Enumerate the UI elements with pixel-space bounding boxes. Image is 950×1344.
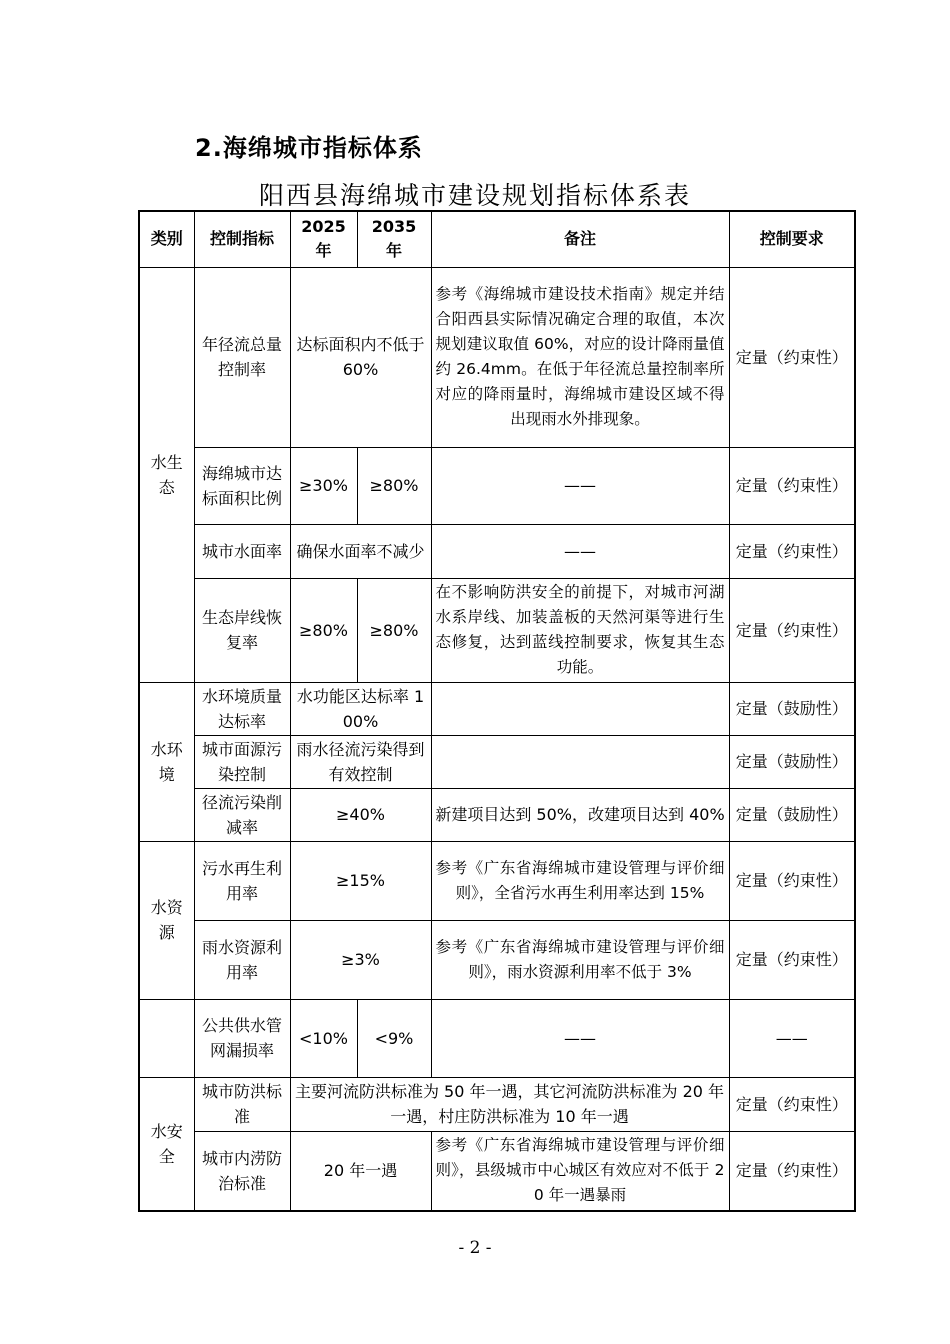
requirement-cell: 定量（约束性） (729, 920, 855, 999)
target-cell: ≥40% (290, 788, 431, 841)
requirement-cell: 定量（约束性） (729, 1131, 855, 1211)
target-cell: 20 年一遇 (290, 1131, 431, 1211)
header-indicator: 控制指标 (194, 211, 290, 267)
table-row (139, 1077, 855, 1131)
indicator-cell: 公共供水管网漏损率 (194, 999, 290, 1077)
header-row (139, 211, 855, 267)
note-cell: 在不影响防洪安全的前提下，对城市河湖水系岸线、加装盖板的天然河渠等进行生态修复，达到蓝线控制要求，恢复其生态功能。 (431, 578, 729, 682)
indicator-cell: 海绵城市达标面积比例 (194, 447, 290, 524)
requirement-cell: 定量（约束性） (729, 447, 855, 524)
target-2025-cell: <10% (290, 999, 357, 1077)
section-heading: 2.海绵城市指标体系 (195, 134, 423, 162)
target-cell: 水功能区达标率 100% (290, 682, 431, 735)
note-cell: 参考《广东省海绵城市建设管理与评价细则》，县级城市中心城区有效应对不低于 20 年一遇暴雨 (431, 1131, 729, 1211)
target-2025-cell: ≥80% (290, 578, 357, 682)
note-cell: 参考《海绵城市建设技术指南》规定并结合阳西县实际情况确定合理的取值，本次规划建议取值 60%，对应的设计降雨量值约 26.4mm。在低于年径流总量控制率所对应的降雨量时，海绵城市建设区域不得出现雨水外排现象。 (431, 267, 729, 447)
header-2035: 2035 年 (357, 211, 431, 267)
requirement-cell: 定量（鼓励性） (729, 735, 855, 788)
table-row (139, 920, 855, 999)
target-2035-cell: ≥80% (357, 578, 431, 682)
indicator-cell: 雨水资源利用率 (194, 920, 290, 999)
note-cell: —— (431, 999, 729, 1077)
span-target-cell: 主要河流防洪标准为 50 年一遇，其它河流防洪标准为 20 年一遇，村庄防洪标准为 10 年一遇 (290, 1077, 729, 1131)
note-cell: —— (431, 524, 729, 578)
target-cell: ≥3% (290, 920, 431, 999)
table-row (139, 788, 855, 841)
indicator-table (138, 210, 856, 1212)
indicator-cell: 年径流总量控制率 (194, 267, 290, 447)
header-requirement: 控制要求 (729, 211, 855, 267)
category-water-ecology: 水生态 (139, 267, 194, 682)
table-row (139, 841, 855, 920)
table-row (139, 447, 855, 524)
table-row (139, 735, 855, 788)
target-2035-cell: ≥80% (357, 447, 431, 524)
category-empty (139, 999, 194, 1077)
requirement-cell: 定量（约束性） (729, 267, 855, 447)
table-caption: 阳西县海绵城市建设规划指标体系表 (258, 181, 691, 210)
target-2025-cell: ≥30% (290, 447, 357, 524)
target-cell: 雨水径流污染得到有效控制 (290, 735, 431, 788)
note-cell (431, 735, 729, 788)
note-cell: 参考《广东省海绵城市建设管理与评价细则》，全省污水再生利用率达到 15% (431, 841, 729, 920)
target-cell: 达标面积内不低于 60% (290, 267, 431, 447)
header-category: 类别 (139, 211, 194, 267)
indicator-cell: 城市防洪标准 (194, 1077, 290, 1131)
table-row (139, 524, 855, 578)
indicator-cell: 水环境质量达标率 (194, 682, 290, 735)
table-row (139, 682, 855, 735)
requirement-cell: 定量（约束性） (729, 524, 855, 578)
requirement-cell: 定量（约束性） (729, 578, 855, 682)
requirement-cell: 定量（鼓励性） (729, 788, 855, 841)
target-cell: 确保水面率不减少 (290, 524, 431, 578)
indicator-cell: 径流污染削减率 (194, 788, 290, 841)
note-cell: 参考《广东省海绵城市建设管理与评价细则》，雨水资源利用率不低于 3% (431, 920, 729, 999)
category-water-resources: 水资源 (139, 841, 194, 999)
indicator-cell: 城市面源污染控制 (194, 735, 290, 788)
indicator-cell: 污水再生利用率 (194, 841, 290, 920)
note-cell: 新建项目达到 50%，改建项目达到 40% (431, 788, 729, 841)
header-2025: 2025 年 (290, 211, 357, 267)
indicator-cell: 城市内涝防治标准 (194, 1131, 290, 1211)
page-number: - 2 - (458, 1238, 492, 1258)
requirement-cell: 定量（约束性） (729, 1077, 855, 1131)
target-cell: ≥15% (290, 841, 431, 920)
note-cell (431, 682, 729, 735)
indicator-cell: 城市水面率 (194, 524, 290, 578)
table-row (139, 578, 855, 682)
indicator-cell: 生态岸线恢复率 (194, 578, 290, 682)
category-water-environment: 水环境 (139, 682, 194, 841)
requirement-cell: 定量（约束性） (729, 841, 855, 920)
header-note: 备注 (431, 211, 729, 267)
table-row (139, 1131, 855, 1211)
target-2035-cell: <9% (357, 999, 431, 1077)
table-row (139, 999, 855, 1077)
note-cell: —— (431, 447, 729, 524)
category-water-safety: 水安全 (139, 1077, 194, 1211)
requirement-cell: 定量（鼓励性） (729, 682, 855, 735)
table-row (139, 267, 855, 447)
requirement-cell: —— (729, 999, 855, 1077)
